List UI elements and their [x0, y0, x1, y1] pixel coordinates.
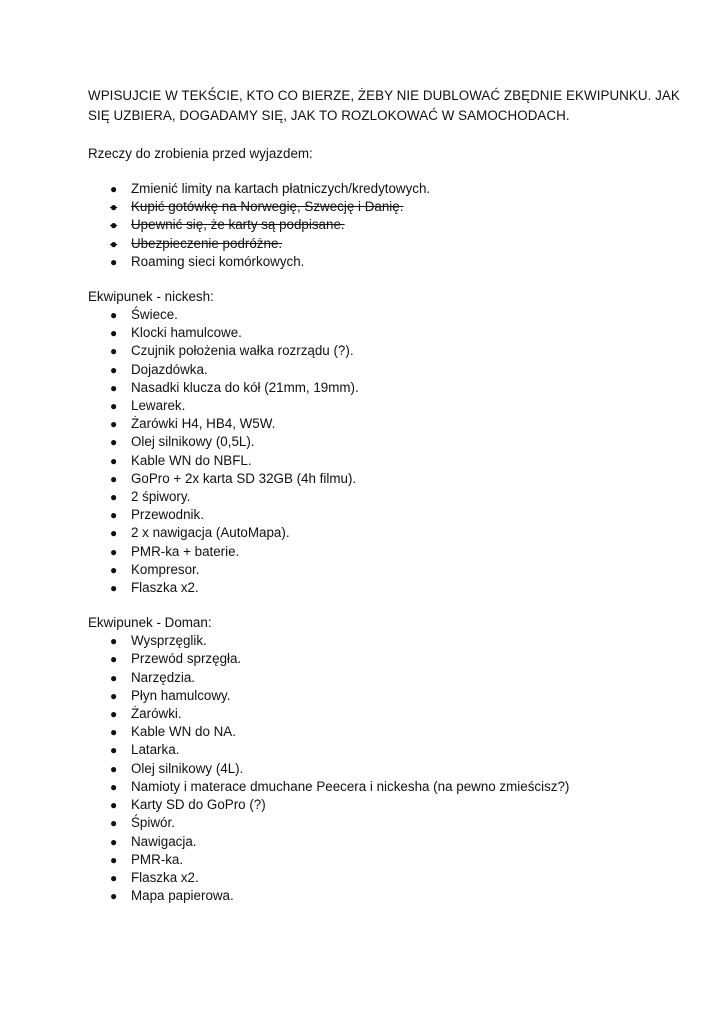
- bullet-icon: ●: [110, 798, 118, 813]
- doman-item-text: Flaszka x2.: [131, 869, 199, 885]
- nickesh-item: [88, 324, 688, 342]
- todo-heading: Rzeczy do zrobienia przed wyjazdem:: [88, 146, 313, 161]
- doman-item: [88, 887, 688, 905]
- bullet-icon: ●: [110, 399, 118, 414]
- bullet-icon: ●: [110, 688, 118, 703]
- doman-item-text: Śpiwór.: [131, 815, 175, 831]
- nickesh-item-text: PMR-ka + baterie.: [131, 543, 240, 559]
- bullet-icon: ●: [110, 508, 118, 523]
- doman-item-text: Żarówki.: [131, 706, 182, 722]
- nickesh-item: [88, 561, 688, 579]
- nickesh-item: [88, 415, 688, 433]
- doman-equipment-list: [88, 632, 688, 905]
- nickesh-item-text: Dojazdówka.: [131, 361, 208, 377]
- doman-item: [88, 705, 688, 723]
- doman-item: [88, 814, 688, 832]
- nickesh-item: [88, 543, 688, 561]
- bullet-icon: ●: [110, 417, 118, 432]
- doman-item: [88, 687, 688, 705]
- bullet-icon: ●: [110, 200, 118, 215]
- bullet-icon: ●: [110, 182, 118, 196]
- nickesh-item-text: GoPro + 2x karta SD 32GB (4h filmu).: [131, 470, 357, 486]
- nickesh-item: [88, 506, 688, 524]
- nickesh-heading: Ekwipunek - nickesh:: [88, 289, 214, 305]
- bullet-icon: ●: [110, 707, 118, 722]
- nickesh-item: [88, 524, 688, 542]
- todo-item-text: Kupić gotówkę na Norwegię, Szwecję i Danię.: [131, 199, 404, 215]
- bullet-icon: ●: [110, 779, 118, 794]
- doman-item: [88, 796, 688, 814]
- nickesh-item-text: Olej silnikowy (0,5L).: [131, 434, 255, 450]
- bullet-icon: ●: [110, 670, 118, 685]
- doman-item-text: Nawigacja.: [131, 833, 197, 849]
- doman-item-text: Olej silnikowy (4L).: [131, 760, 244, 776]
- nickesh-item-text: Kable WN do NBFL.: [131, 452, 252, 468]
- nickesh-item-text: Żarówki H4, HB4, W5W.: [131, 416, 276, 432]
- doman-item-text: Namioty i materace dmuchane Peecera i nickesha (na pewno zmieścisz?): [131, 778, 570, 794]
- nickesh-item: [88, 379, 688, 397]
- bullet-icon: ●: [110, 581, 118, 596]
- doman-item-text: Kable WN do NA.: [131, 724, 236, 740]
- nickesh-item-text: Klocki hamulcowe.: [131, 325, 242, 341]
- bullet-icon: ●: [110, 834, 118, 849]
- doman-item: [88, 851, 688, 869]
- bullet-icon: ●: [110, 362, 118, 377]
- bullet-icon: ●: [110, 490, 118, 505]
- doman-item-text: Mapa papierowa.: [131, 888, 234, 904]
- nickesh-item: [88, 452, 688, 470]
- nickesh-item-text: Przewodnik.: [131, 507, 204, 523]
- nickesh-item: [88, 361, 688, 379]
- nickesh-item-text: 2 śpiwory.: [131, 489, 191, 505]
- todo-item: [88, 198, 688, 216]
- nickesh-item: [88, 470, 688, 488]
- doman-item-text: PMR-ka.: [131, 851, 184, 867]
- bullet-icon: ●: [110, 435, 118, 450]
- nickesh-item: [88, 579, 688, 597]
- doman-item: [88, 632, 688, 650]
- bullet-icon: ●: [110, 453, 118, 468]
- bullet-icon: ●: [110, 218, 118, 233]
- bullet-icon: ●: [110, 471, 118, 486]
- bullet-icon: ●: [110, 308, 118, 323]
- document-page: [88, 86, 688, 905]
- bullet-icon: ●: [110, 725, 118, 740]
- todo-item-text: Upewnić się, że karty są podpisane.: [131, 217, 345, 233]
- doman-item: [88, 669, 688, 687]
- doman-item-text: Narzędzia.: [131, 669, 196, 685]
- nickesh-item-text: Lewarek.: [131, 398, 186, 414]
- bullet-icon: ●: [110, 344, 118, 359]
- bullet-icon: ●: [110, 761, 118, 776]
- todo-item: [88, 216, 688, 234]
- todo-item: [88, 253, 688, 271]
- bullet-icon: ●: [110, 526, 118, 541]
- nickesh-item-text: Kompresor.: [131, 561, 200, 577]
- bullet-icon: ●: [110, 743, 118, 758]
- doman-item: [88, 778, 688, 796]
- bullet-icon: ●: [110, 652, 118, 667]
- doman-item: [88, 650, 688, 668]
- nickesh-item: [88, 306, 688, 324]
- bullet-icon: ●: [110, 889, 118, 904]
- doman-item-text: Karty SD do GoPro (?): [131, 797, 266, 813]
- nickesh-item: [88, 433, 688, 451]
- bullet-icon: ●: [110, 254, 118, 269]
- doman-item-text: Latarka.: [131, 742, 180, 758]
- doman-heading: Ekwipunek - Doman:: [88, 615, 212, 631]
- nickesh-item-text: Świece.: [131, 307, 178, 323]
- doman-item: [88, 723, 688, 741]
- doman-item-text: Wysprzęglik.: [131, 633, 207, 649]
- bullet-icon: ●: [110, 562, 118, 577]
- bullet-icon: ●: [110, 852, 118, 867]
- todo-item: [88, 235, 688, 253]
- bullet-icon: ●: [110, 236, 118, 251]
- nickesh-item: [88, 488, 688, 506]
- doman-item-text: Płyn hamulcowy.: [131, 687, 231, 703]
- bullet-icon: ●: [110, 326, 118, 341]
- doman-item: [88, 760, 688, 778]
- doman-item: [88, 741, 688, 759]
- bullet-icon: ●: [110, 816, 118, 831]
- todo-item-text: Roaming sieci komórkowych.: [131, 253, 305, 269]
- bullet-icon: ●: [110, 634, 118, 649]
- todo-list: [88, 180, 688, 271]
- bullet-icon: ●: [110, 870, 118, 885]
- doman-item: [88, 869, 688, 887]
- bullet-icon: ●: [110, 380, 118, 395]
- nickesh-equipment-list: [88, 306, 688, 597]
- doman-item-text: Przewód sprzęgła.: [131, 651, 242, 667]
- nickesh-item-text: Flaszka x2.: [131, 580, 199, 596]
- nickesh-item-text: Nasadki klucza do kół (21mm, 19mm).: [131, 379, 359, 395]
- todo-item-text: Ubezpieczenie podróżne.: [131, 235, 283, 251]
- nickesh-item-text: Czujnik położenia wałka rozrządu (?).: [131, 343, 354, 359]
- todo-item: [88, 180, 688, 198]
- intro-paragraph: WPISUJCIE W TEKŚCIE, KTO CO BIERZE, ŻEBY NIE DUBLOWAĆ ZBĘDNIE EKWIPUNKU. JAK SIĘ UZBIERA, DOGADAMY SIĘ, JAK TO ROZLOKOWAĆ W SAMOCHODACH.: [88, 88, 680, 123]
- doman-item: [88, 833, 688, 851]
- nickesh-item: [88, 397, 688, 415]
- todo-item-text: Zmienić limity na kartach płatniczych/kredytowych.: [131, 181, 431, 196]
- nickesh-item-text: 2 x nawigacja (AutoMapa).: [131, 525, 290, 541]
- nickesh-item: [88, 342, 688, 360]
- bullet-icon: ●: [110, 544, 118, 559]
